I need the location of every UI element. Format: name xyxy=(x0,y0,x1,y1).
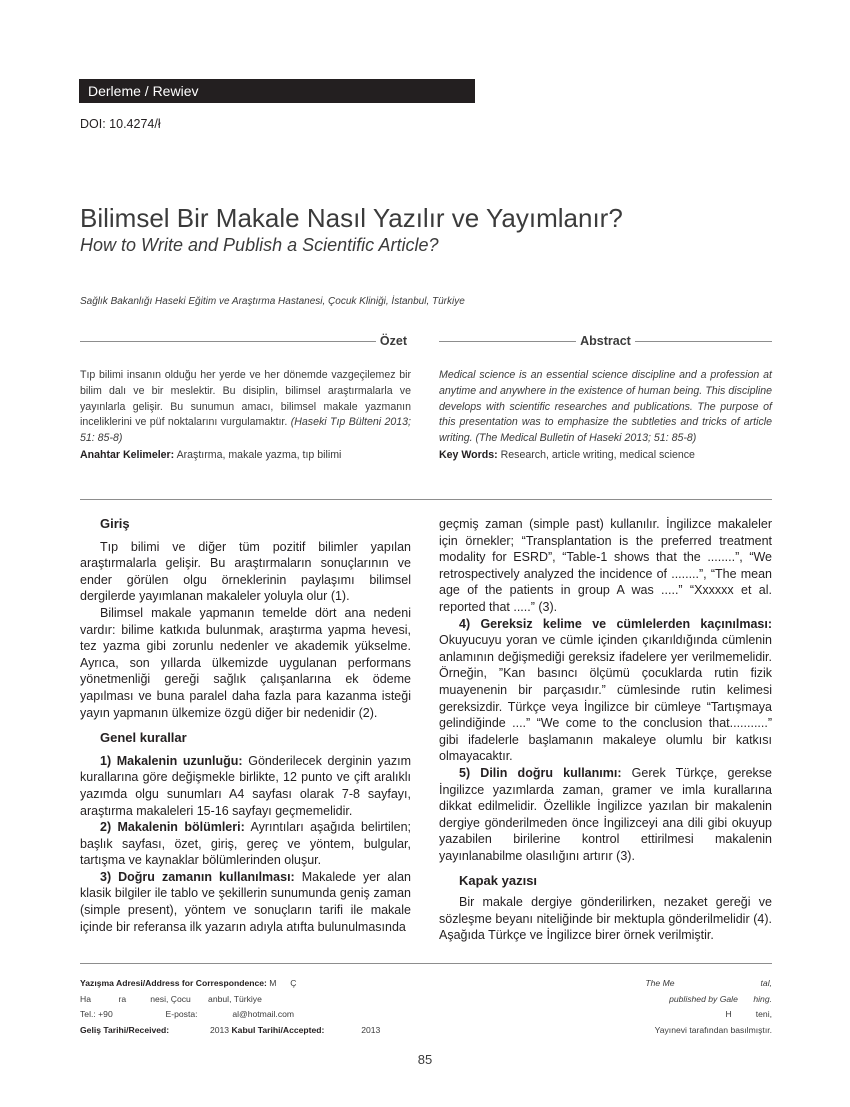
section-label-banner: Derleme / Rewiev xyxy=(79,79,475,103)
abstract-keywords xyxy=(439,447,772,463)
footer-publisher-line-3: H teni, xyxy=(725,1009,772,1019)
footer-accepted-label: Kabul Tarihi/Accepted: xyxy=(231,1024,325,1035)
article-title-en: How to Write and Publish a Scientific Article? xyxy=(80,235,439,255)
footer-address: Ha ra nesi, Çocu anbul, Türkiye xyxy=(80,993,262,1004)
rule-item-4-label: 4) Gereksiz kelime ve cümlelerden kaçınılması: xyxy=(459,616,772,631)
body-left-column xyxy=(80,516,411,935)
abstract-keywords-label: Key Words: xyxy=(439,448,498,461)
ozet-heading-row xyxy=(80,333,411,349)
giris-heading: Giriş xyxy=(100,516,130,531)
giris-paragraph-2: Bilimsel makale yapmanın temelde dört ana nedeni vardır: bilime katkıda bulunmak, araştırma yapma hevesi, tez yazma gibi zorunlu nedenler ve akademik yükselme. Ayrıca, son yıllarda ülkemizde uygulanan performans yönetmenliği gereği sağlık çalışanlarına ek ödeme yapılması ve buna paralel daha fazla para kazanma isteği yayın yapmanın ülkemize özgü diğer bir nedenidir (2). xyxy=(80,605,411,720)
ozet-citation: (Haseki Tıp Bülteni 2013; 51: 85-8) xyxy=(80,416,411,445)
rule-item-1 xyxy=(80,753,411,819)
footer-corr-label: Yazışma Adresi/Address for Correspondence: xyxy=(80,978,267,988)
genel-kurallar-heading: Genel kurallar xyxy=(100,730,187,746)
rule-item-2-text: Ayrıntıları aşağıda belirtilen; başlık sayfası, özet, giriş, gereç ve yöntem, bulgular, tartışma ve kaynaklar bölümlerinden oluşur. xyxy=(80,820,411,868)
rule-item-3-label: 3) Doğru zamanın kullanılması: xyxy=(100,869,295,884)
ozet-block xyxy=(80,368,411,463)
footer-received-label: Geliş Tarihi/Received: xyxy=(80,1024,170,1035)
abstract-heading-rule-right xyxy=(635,341,772,342)
kapak-yazisi-heading: Kapak yazısı xyxy=(459,873,538,889)
abstract-heading: Abstract xyxy=(580,334,631,348)
footer-tel-label: Tel.: +90 xyxy=(80,1009,113,1019)
rule-item-2-label: 2) Makalenin bölümleri: xyxy=(100,820,245,835)
ozet-body: Tıp bilimi insanın olduğu her yerde ve her dönemde vazgeçilemez bir bilim dalı ve bir meslektir. Bu disiplin, bilimsel araştırmalarla ve yayınlarla gelişir. Bu sunumun amacı, bilimsel makale yazmanın inceliklerini ve püf noktalarını vurgulamaktır. xyxy=(80,369,411,429)
footer-publisher-line-1: The Me tal, xyxy=(645,978,772,988)
ozet-keywords xyxy=(80,447,411,463)
abstract-keywords-value: Research, article writing, medical science xyxy=(500,448,695,461)
ozet-keywords-value: Araştırma, makale yazma, tıp bilimi xyxy=(176,448,342,461)
footer-publisher-line-2: published by Gale hing. xyxy=(669,993,772,1004)
ozet-heading-rule xyxy=(80,341,376,342)
abstract-heading-rule-left xyxy=(439,341,576,342)
ozet-text xyxy=(80,368,411,447)
rule-item-3 xyxy=(80,869,411,935)
abstract-heading-row xyxy=(439,333,772,349)
abstract-block xyxy=(439,368,772,463)
kapak-yazisi-paragraph: Bir makale dergiye gönderilirken, nezaket gereği ve sözleşme beyanı niteliğinde bir mektupla gönderilmelidir (4). Aşağıda Türkçe ve İngilizce birer örnek verilmiştir. xyxy=(439,895,772,943)
ozet-heading: Özet xyxy=(379,334,407,348)
giris-paragraph-1: Tıp bilimi ve diğer tüm pozitif bilimler yapılan araştırmalarla gelişir. Bu araştırmaların sonuçlarının ve ender görülen olgu örneklerinin paylaşımı bilimsel dergilerde yayımlanan makaleler yoluyla olur (1). xyxy=(80,539,411,604)
footer-correspondence xyxy=(80,976,380,1038)
footer-publisher-line-4: Yayınevi tarafından basılmıştır. xyxy=(654,1024,772,1035)
footer-email-label: E-posta: xyxy=(165,1009,198,1019)
article-title-tr: Bilimsel Bir Makale Nasıl Yazılır ve Yayımlanır? xyxy=(80,203,623,233)
footer-dates-line xyxy=(80,1023,380,1039)
rule-item-4-text: Okuyucuyu yoran ve cümle içinden çıkarıldığında cümlenin anlamının değişmediği gereksiz ifadelere yer verilmemelidir. Örneğin, ”Kan basıncı ölçümü çocuklarda rutin fizik muayenenin bir parçasıdır.” cümlesinde rutin kelimesi gereksizdir. Türkçe veya İngilizce bir cümleye “Tartışmaya gelindiğinde ....” “We come to the conclusion that...........” gibi ifadelerle başlamanın makaleye olumlu bir katkısı olmayacaktır. xyxy=(439,633,772,764)
footer-accepted-value: 2013 xyxy=(361,1024,381,1035)
footer-corr-line xyxy=(80,976,380,992)
rule-item-3-text: Makalede yer alan klasik bilgiler ile tablo ve şekillerin sunumunda geniş zaman (simple present), yöntem ve sonuçların tarifi ile makale içinde bir referansa ilk yazarın adıyla atıfta bulunulmasında xyxy=(80,869,411,934)
abstract-text: Medical science is an essential science discipline and a profession at anytime and anywhere in the existence of human being. This discipline develops with scientific researches and publications. The purpose of this presentation was to emphasize the subtleties and tricks of article writing. (The Medical Bulletin of Haseki 2013; 51: 85-8) xyxy=(439,369,772,445)
tense-continuation: geçmiş zaman (simple past) kullanılır. İngilizce makaleler için örnekler; “Transplantation is the preferred treatment modality for ESRD”, “Table-1 shows that the ........”, “We retrospectively analyzed the incidence of ........”, “The mean age of the patients in group A was .....” “Xxxxxx et al. reported that .....” (3). xyxy=(439,517,772,614)
footer-corr-value: M Ç xyxy=(269,978,297,988)
footer-publisher xyxy=(440,976,772,1038)
ozet-keywords-label: Anahtar Kelimeler: xyxy=(80,448,175,461)
rule-item-5-text: Gerek Türkçe, gerekse İngilizce yazımlarda zaman, gramer ve imla kurallarına dikkat edilmelidir. Özellikle İngilizce yazılan bir makalenin dergiye gönderilmeden önce İngilizceyi ana dili gibi okuyup yazabilen birilerine kontrol ettirilmesi makalenin yayınlanabilme olasılığını artırır (3). xyxy=(439,765,772,863)
footer-contact-line xyxy=(80,1007,380,1023)
rule-item-1-text: Gönderilecek derginin yazım kurallarına göre değişmekle birlikte, 12 punto ve çift aralıklı yazımda olgu sunumları A4 sayfası olarak 7-8 sayfayı, araştırma makaleleri 15-16 sayfayı geçmemelidir. xyxy=(80,753,411,818)
rule-item-2 xyxy=(80,819,411,869)
rule-item-4 xyxy=(439,616,772,765)
divider-abstract xyxy=(80,499,772,500)
body-right-column xyxy=(439,516,772,944)
divider-footer xyxy=(80,963,772,964)
footer-email-value: al@hotmail.com xyxy=(232,1009,295,1019)
page-number: 85 xyxy=(417,1052,433,1067)
doi-text: DOI: 10.4274/ł xyxy=(80,117,161,131)
rule-item-5 xyxy=(439,765,772,865)
rule-item-5-label: 5) Dilin doğru kullanımı: xyxy=(459,765,622,780)
affiliation: Sağlık Bakanlığı Haseki Eğitim ve Araştırma Hastanesi, Çocuk Kliniği, İstanbul, Türkiye xyxy=(80,296,465,307)
rule-item-1-label: 1) Makalenin uzunluğu: xyxy=(100,753,243,768)
footer-received-value: 2013 xyxy=(209,1024,230,1035)
